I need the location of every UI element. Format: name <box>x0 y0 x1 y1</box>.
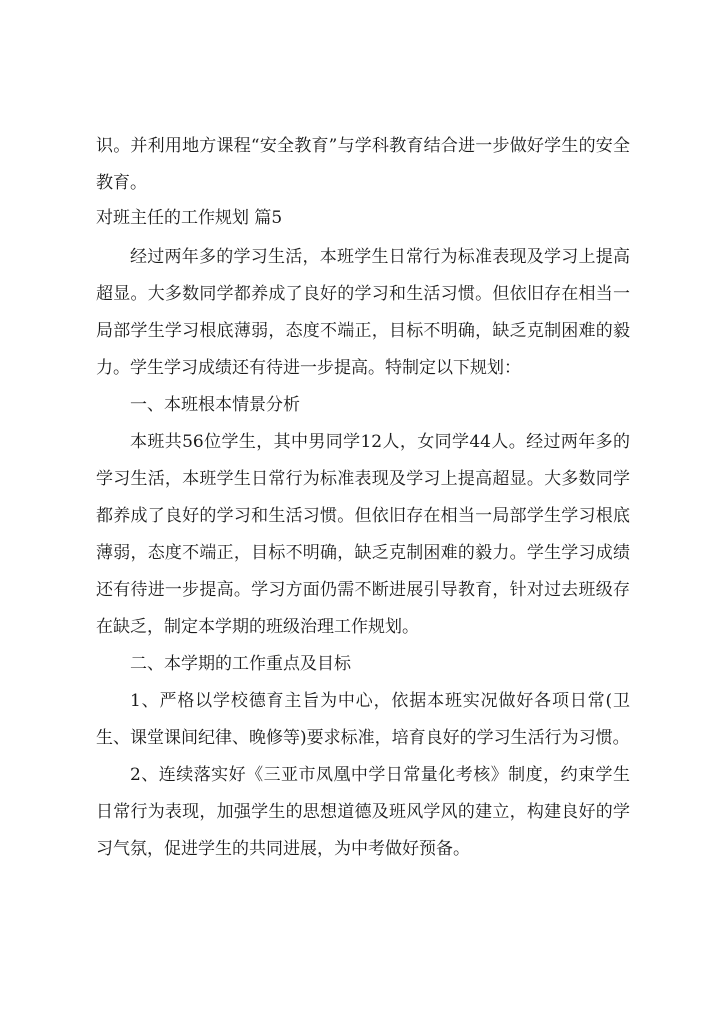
paragraph-continuation: 识。并利用地方课程“安全教育”与学科教育结合进一步做好学生的安全教育。 <box>96 136 630 193</box>
list-item-goal-2: 2、连续落实好《三亚市凤凰中学日常量化考核》制度，约束学生日常行为表现，加强学生的思想道德及班风学风的建立，构建良好的学习气氛，促进学生的共同进展，为中考做好预备。 <box>96 765 630 859</box>
subheading-class-situation: 一、本班根本情景分析 <box>130 395 300 415</box>
subheading-goals: 二、本学期的工作重点及目标 <box>130 654 351 674</box>
paragraph-intro: 经过两年多的学习生活，本班学生日常行为标准表现及学习上提高超显。大多数同学都养成了良好的学习和生活习惯。但依旧存在相当一局部学生学习根底薄弱，态度不端正，目标不明确，缺乏克制困难的毅力。学生学习成绩还有待进一步提高。特制定以下规划： <box>96 247 630 378</box>
list-item-goal-1: 1、严格以学校德育主旨为中心，依据本班实况做好各项日常(卫生、课堂课间纪律、晚修等)要求标准，培育良好的学习生活行为习惯。 <box>96 691 630 748</box>
paragraph-class-situation: 本班共56位学生，其中男同学12人，女同学44人。经过两年多的学习生活，本班学生日常行为标准表现及学习上提高超显。大多数同学都养成了良好的学习和生活习惯。但依旧存在相当一局部学生学习根底薄弱，态度不端正，目标不明确，缺乏克制困难的毅力。学生学习成绩还有待进一步提高。学习方面仍需不断进展引导教育，针对过去班级存在缺乏，制定本学期的班级治理工作规划。 <box>96 432 630 637</box>
section-title: 对班主任的工作规划 篇5 <box>96 208 283 228</box>
document-body <box>96 128 630 868</box>
